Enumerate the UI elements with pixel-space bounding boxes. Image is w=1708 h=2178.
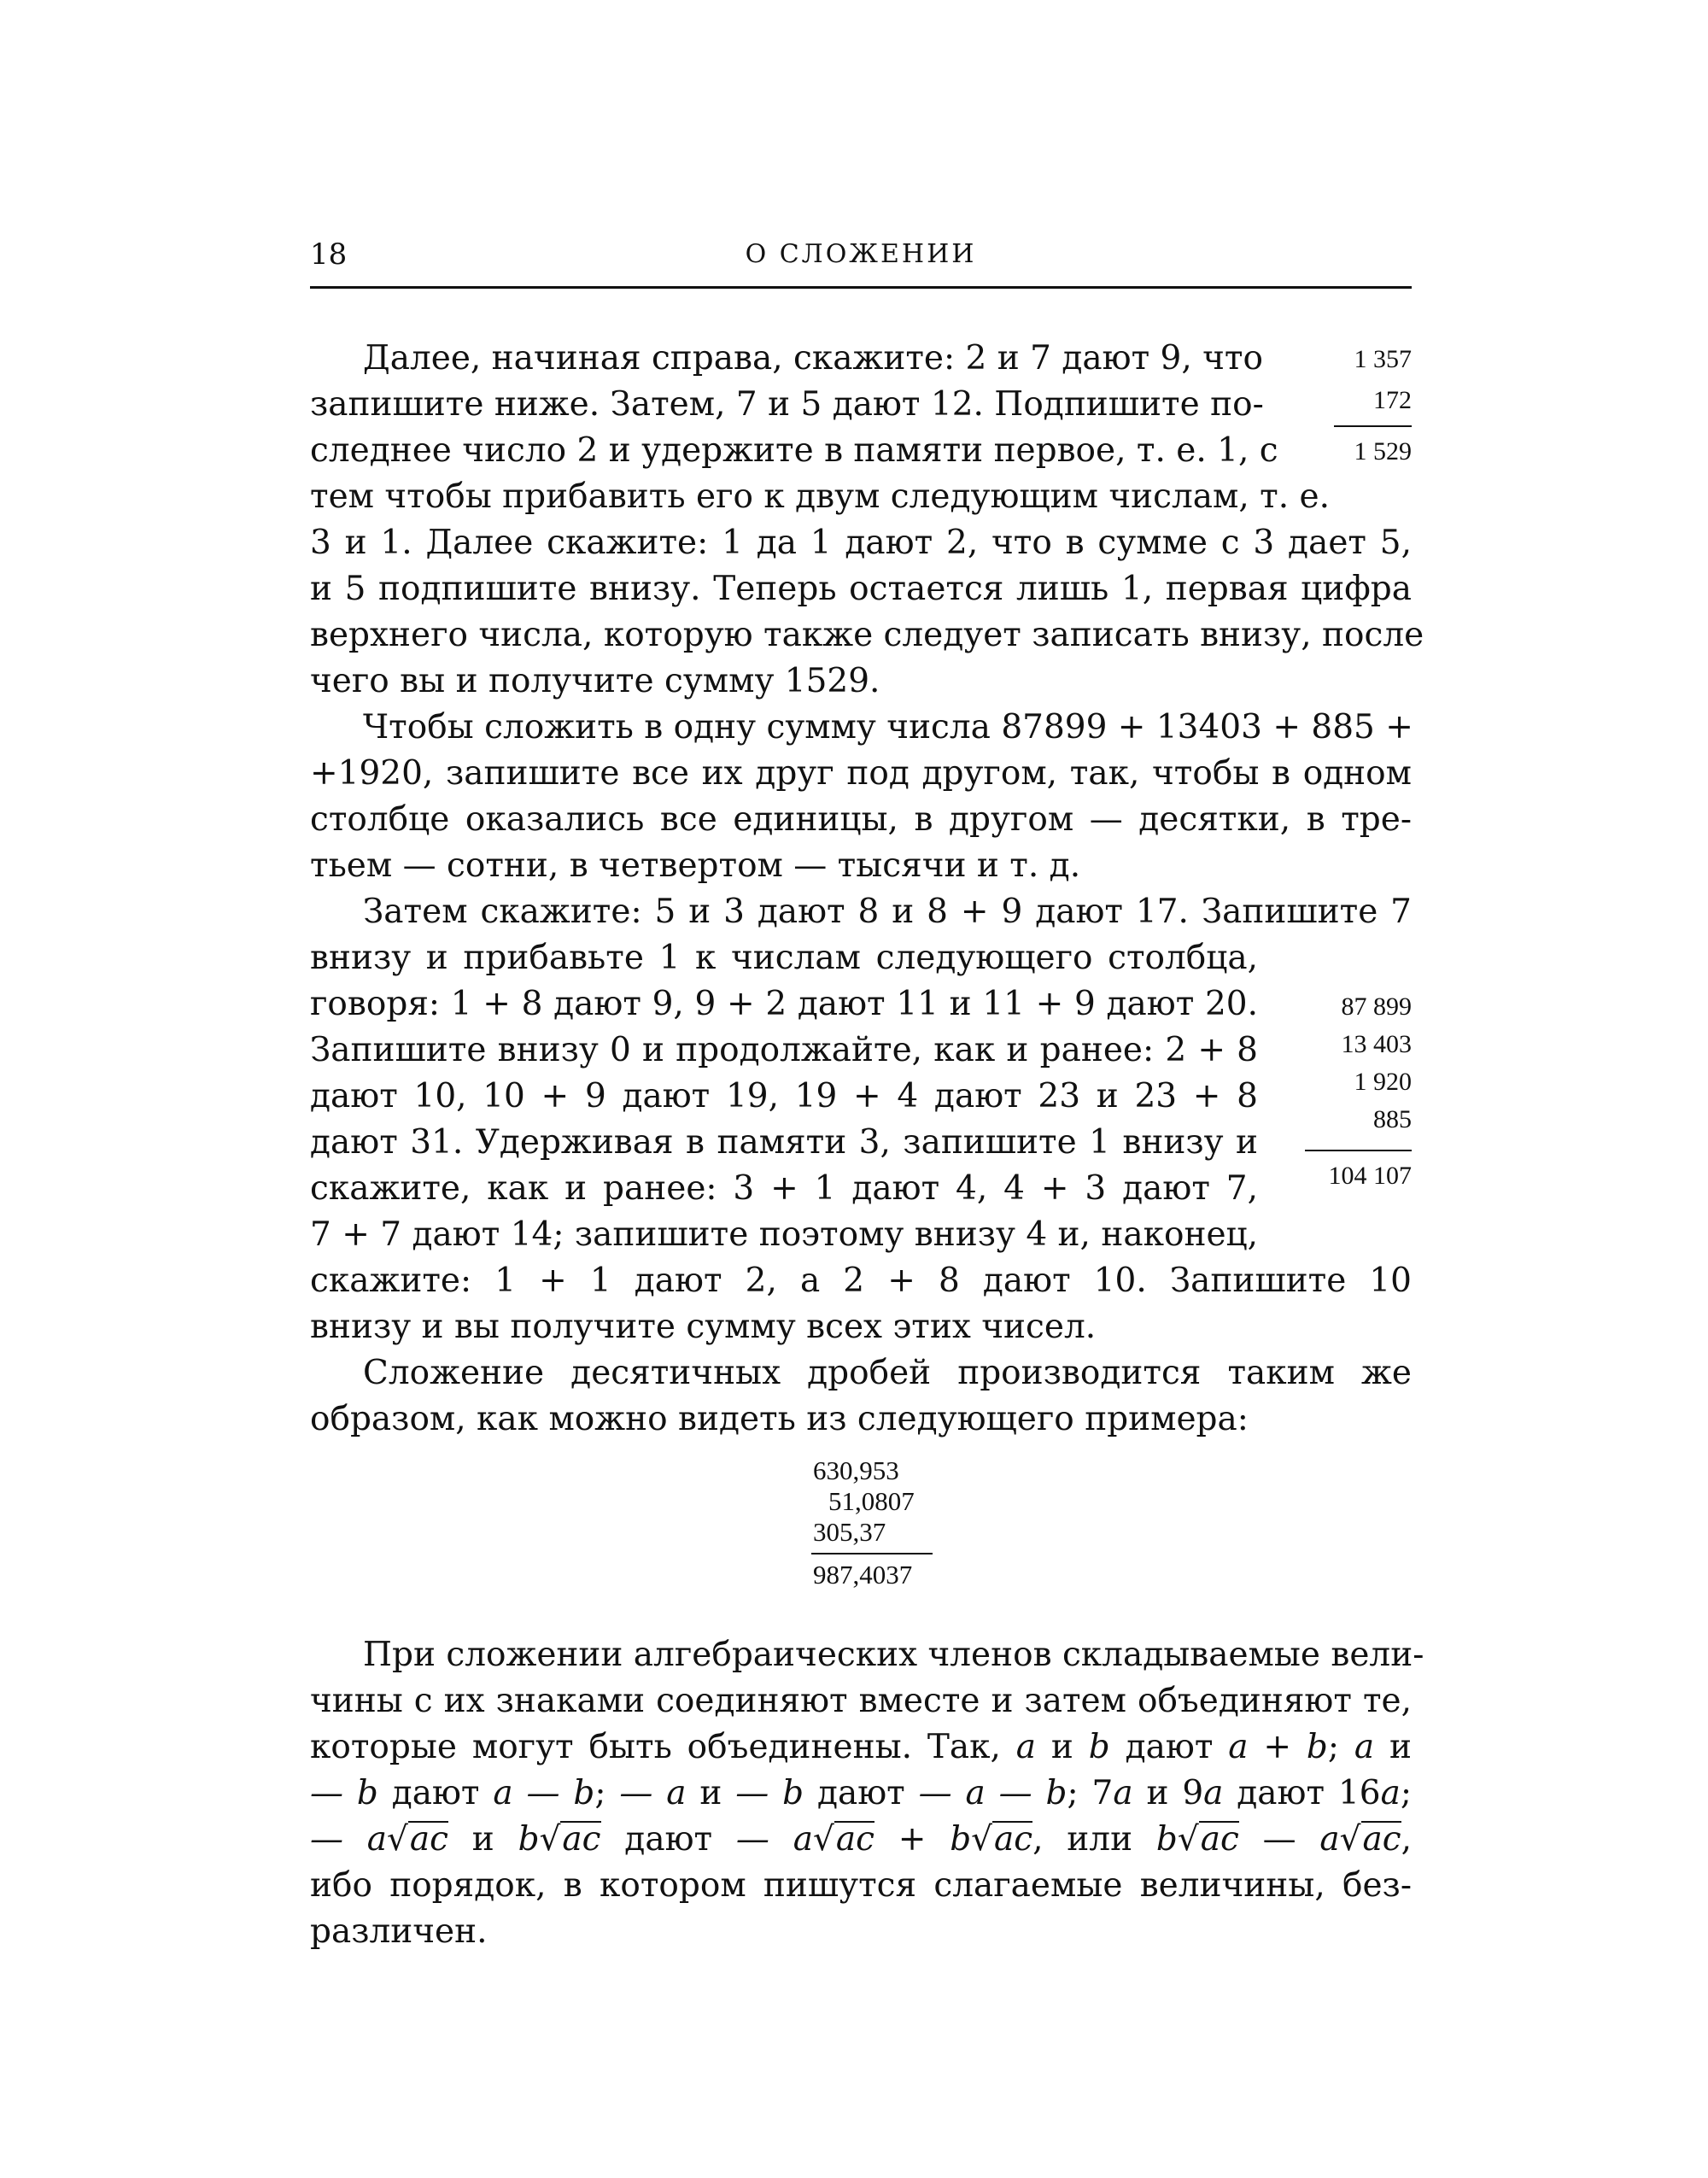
example3-addend: 630,953 (813, 1455, 899, 1485)
text-line: говоря: 1 + 8 дают 9, 9 + 2 дают 11 и 11 + 9 дают 20. (310, 985, 1258, 1023)
text-line: Далее, начиная справа, скажите: 2 и 7 дают 9, что (363, 339, 1263, 378)
radical-sign: √ (1339, 1820, 1361, 1859)
radicand: ac (994, 1820, 1033, 1859)
example3-addend: 51,0807 (828, 1486, 915, 1516)
example2-sum: 104 107 (1328, 1162, 1412, 1190)
example2-addend: 1 920 (1354, 1068, 1412, 1096)
text-line: дают 31. Удерживая в памяти 3, запишите 1 внизу и (310, 1123, 1258, 1162)
text-line: Чтобы сложить в одну сумму числа 87899 + 13403 + 885 + (363, 708, 1413, 746)
text-line: столбце оказались все единицы, в другом — десятки, в тре- (310, 800, 1412, 839)
expression: — b (310, 1774, 378, 1812)
variable: b (1155, 1820, 1178, 1859)
example1-addend: 1 357 (1354, 345, 1412, 373)
text-line: тьем — сотни, в четвертом — тысячи и т. д. (310, 846, 1081, 885)
text-line: образом, как можно видеть из следующего примера: (310, 1400, 1249, 1438)
text-line: чины с их знаками соединяют вместе и затем объединяют те, (310, 1682, 1412, 1720)
text-line: ибо порядок, в котором пишутся слагаемые величины, без- (310, 1866, 1412, 1905)
text-run: дают (1109, 1728, 1229, 1766)
expression: a — b (493, 1774, 595, 1812)
radical-sign: √ (812, 1820, 834, 1859)
text-line: чего вы и получите сумму 1529. (310, 662, 880, 700)
example2-sum-rule (1305, 1150, 1412, 1151)
radical-sign: √ (539, 1820, 561, 1859)
text-line: различен. (310, 1912, 488, 1951)
text-run: , или (1032, 1820, 1156, 1859)
text-line: 7 + 7 дают 14; запишите поэтому внизу 4 и, наконец, (310, 1215, 1258, 1254)
variable: b (1088, 1728, 1110, 1766)
text-line: внизу и прибавьте 1 к числам следующего столбца, (310, 939, 1258, 977)
text-line (310, 1725, 1412, 1770)
text-run: и (448, 1820, 518, 1859)
text-line: дают 10, 10 + 9 дают 19, 19 + 4 дают 23 и 23 + 8 (310, 1077, 1258, 1115)
text-line: Сложение десятичных дробей производится таким же (363, 1354, 1412, 1392)
example2-addend: 87 899 (1341, 992, 1412, 1021)
text-run: и (686, 1774, 736, 1812)
text-line: следнее число 2 и удержите в памяти первое, т. е. 1, с (310, 431, 1278, 470)
text-run: , (1401, 1820, 1412, 1859)
expression: — b (735, 1774, 804, 1812)
radicand: ac (409, 1820, 448, 1859)
variable: a (1015, 1728, 1037, 1766)
expression: — a (735, 1820, 813, 1859)
example1-sum: 1 529 (1354, 437, 1412, 465)
text-run: дают 16 (1223, 1774, 1381, 1812)
text-run: дают (377, 1774, 494, 1812)
example1-addend: 172 (1373, 386, 1412, 414)
text-line: верхнего числа, которую также следует записать внизу, после (310, 616, 1424, 654)
radicand: ac (1200, 1820, 1239, 1859)
example2-addend: 13 403 (1341, 1030, 1412, 1058)
text-line: 3 и 1. Далее скажите: 1 да 1 дают 2, что в сумме с 3 дает 5, (310, 524, 1412, 562)
text-run: — (1238, 1820, 1320, 1859)
radical-sign: √ (387, 1820, 408, 1859)
text-run: которые могут быть объединены. Так, (310, 1728, 1016, 1766)
text-run: дают (804, 1774, 919, 1812)
header-rule (310, 286, 1412, 289)
expression: a + b (1228, 1728, 1328, 1766)
text-run: дают (600, 1820, 736, 1859)
text-line: Затем скажите: 5 и 3 дают 8 и 8 + 9 дают 17. Запишите 7 (363, 893, 1412, 931)
variable: b (518, 1820, 540, 1859)
page-header (310, 231, 1412, 282)
text-line: запишите ниже. Затем, 7 и 5 дают 12. Подпишите по- (310, 385, 1264, 424)
text-line (310, 1818, 1412, 1862)
text-line: тем чтобы прибавить его к двум следующим числам, т. е. (310, 477, 1331, 516)
text-line: Запишите внизу 0 и продолжайте, как и ранее: 2 + 8 (310, 1031, 1258, 1069)
expression: — a (619, 1774, 687, 1812)
radical-sign: √ (971, 1820, 993, 1859)
expression: — a (310, 1820, 388, 1859)
variable: b (950, 1820, 972, 1859)
running-title: О СЛОЖЕНИИ (745, 239, 977, 269)
text-line: скажите: 1 + 1 дают 2, а 2 + 8 дают 10. Запишите 10 (310, 1262, 1412, 1300)
variable: a (1203, 1774, 1224, 1812)
text-line: скажите, как и ранее: 3 + 1 дают 4, 4 + 3 дают 7, (310, 1169, 1258, 1208)
variable: a (1319, 1820, 1340, 1859)
text-line: При сложении алгебраических членов складываемые вели- (363, 1636, 1424, 1674)
radical-sign: √ (1177, 1820, 1199, 1859)
text-line: внизу и вы получите сумму всех этих чисел. (310, 1308, 1097, 1346)
variable: a (1354, 1728, 1375, 1766)
example3-sum-rule (811, 1553, 933, 1554)
text-line: и 5 подпишите внизу. Теперь остается лишь 1, первая цифра (310, 570, 1412, 608)
text-run: ; (594, 1774, 620, 1812)
example1-sum-rule (1334, 425, 1412, 427)
radicand: ac (835, 1820, 874, 1859)
text-line: +1920, запишите все их друг под другом, так, чтобы в одном (310, 754, 1412, 793)
variable: a (1113, 1774, 1133, 1812)
text-run: и 9 (1132, 1774, 1204, 1812)
example3-sum: 987,4037 (813, 1560, 913, 1590)
text-run: ; (1327, 1728, 1354, 1766)
text-run: ; 7 (1067, 1774, 1114, 1812)
text-run: и (1374, 1728, 1412, 1766)
expression: — a — b (918, 1774, 1068, 1812)
text-run: и (1036, 1728, 1089, 1766)
text-run: ; (1400, 1774, 1412, 1812)
page-number: 18 (310, 237, 348, 272)
example2-addend: 885 (1373, 1105, 1412, 1133)
example3-addend: 305,37 (813, 1517, 886, 1547)
text-line (310, 1771, 1412, 1816)
radicand: ac (562, 1820, 601, 1859)
text-run: + (874, 1820, 951, 1859)
variable: a (1380, 1774, 1401, 1812)
radicand: ac (1362, 1820, 1401, 1859)
